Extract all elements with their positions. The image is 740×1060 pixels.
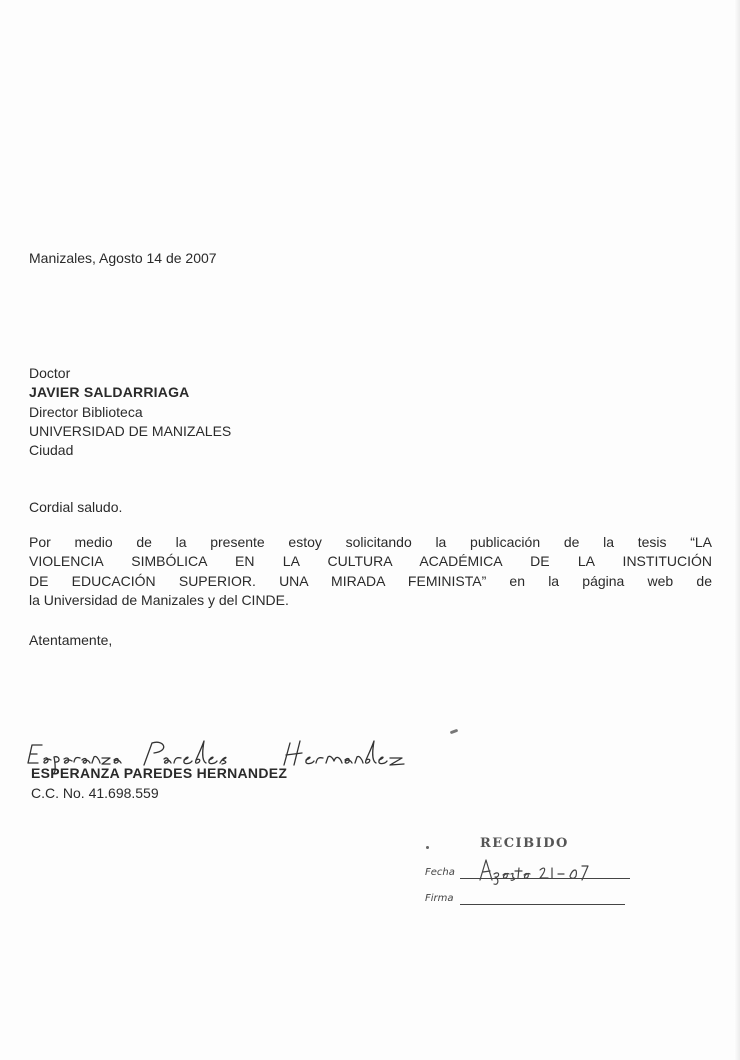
recipient-block — [29, 364, 231, 460]
recipient-position: Director Biblioteca — [29, 403, 143, 420]
scan-speck — [450, 729, 459, 735]
body-line: VIOLENCIA SIMBÓLICA EN LA CULTURA ACADÉMICA DE LA INSTITUCIÓN — [29, 553, 712, 570]
letter-date: Manizales, Agosto 14 de 2007 — [29, 250, 217, 266]
greeting: Cordial saludo. — [29, 499, 123, 515]
closing: Atentamente, — [29, 632, 113, 648]
body-line: Por medio de la presente estoy solicitando la publicación de la tesis “LA — [29, 534, 712, 550]
received-stamp — [420, 832, 640, 922]
stamp-firma-label: Firma — [425, 893, 454, 904]
stamp-title: RECIBIDO — [480, 836, 569, 851]
recipient-title: Doctor — [29, 365, 71, 381]
stamp-fecha-handwritten — [478, 856, 638, 886]
letter-body — [29, 533, 712, 610]
stamp-fecha-label: Fecha — [425, 867, 455, 878]
body-line: DE EDUCACIÓN SUPERIOR. UNA MIRADA FEMINISTA” en la página web de — [29, 572, 712, 589]
signer-name: ESPERANZA PAREDES HERNANDEZ — [31, 765, 288, 781]
stamp-dot — [426, 846, 429, 849]
recipient-institution: UNIVERSIDAD DE MANIZALES — [29, 422, 232, 439]
recipient-city: Ciudad — [29, 442, 74, 459]
signer-id: C.C. No. 41.698.559 — [31, 785, 159, 801]
stamp-firma-line — [460, 904, 625, 905]
recipient-name: JAVIER SALDARRIAGA — [29, 384, 190, 401]
scan-edge — [734, 0, 740, 1060]
body-line: la Universidad de Manizales y del CINDE. — [29, 591, 289, 608]
